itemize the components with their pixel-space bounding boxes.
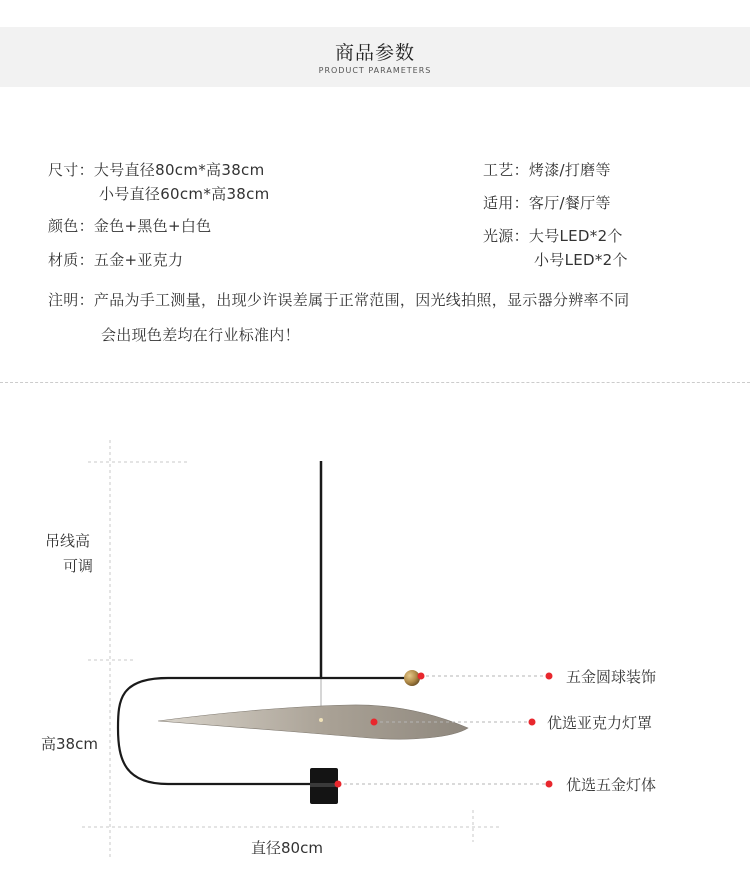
dimension-guides [82, 440, 502, 858]
spec-usage: 适用：客厅/餐厅等 [483, 194, 611, 212]
spec-color: 颜色：金色+黑色+白色 [48, 217, 212, 235]
spec-light-small: 小号LED*2个 [534, 251, 628, 269]
page-title: 商品参数 [334, 42, 415, 64]
marker-shade-end [529, 719, 536, 726]
lamp-body-ring [310, 783, 338, 787]
marker-body-end [546, 781, 553, 788]
height-dimension-label: 高38cm [41, 735, 98, 753]
spec-material: 材质：五金+亚克力 [48, 251, 184, 269]
cord-height-label: 吊线高 [45, 532, 91, 550]
spec-light-large: 光源：大号LED*2个 [483, 227, 623, 245]
spec-note-cont: 会出现色差均在行业标准内！ [101, 326, 300, 344]
marker-ball-end [546, 673, 553, 680]
width-dimension-label: 直径80cm [251, 839, 323, 857]
marker-ball [418, 673, 425, 680]
callout-brass-ball: 五金圆球装饰 [566, 668, 657, 686]
shade-light-dot [319, 718, 323, 722]
marker-body [335, 781, 342, 788]
page-subtitle: PRODUCT PARAMETERS [318, 66, 432, 75]
acrylic-shade [158, 705, 468, 739]
callout-metal-body: 优选五金灯体 [566, 776, 657, 794]
brass-ball [404, 670, 420, 686]
cord-adjustable-label: 可调 [63, 557, 94, 575]
spec-size-large: 尺寸：大号直径80cm*高38cm [48, 161, 265, 179]
marker-shade [371, 719, 378, 726]
spec-size-small: 小号直径60cm*高38cm [99, 185, 270, 203]
spec-note: 注明：产品为手工测量，出现少许误差属于正常范围，因光线拍照，显示器分辨率不同 [48, 291, 630, 309]
spec-craft: 工艺：烤漆/打磨等 [483, 161, 611, 179]
callout-acrylic-shade: 优选亚克力灯罩 [547, 714, 653, 732]
